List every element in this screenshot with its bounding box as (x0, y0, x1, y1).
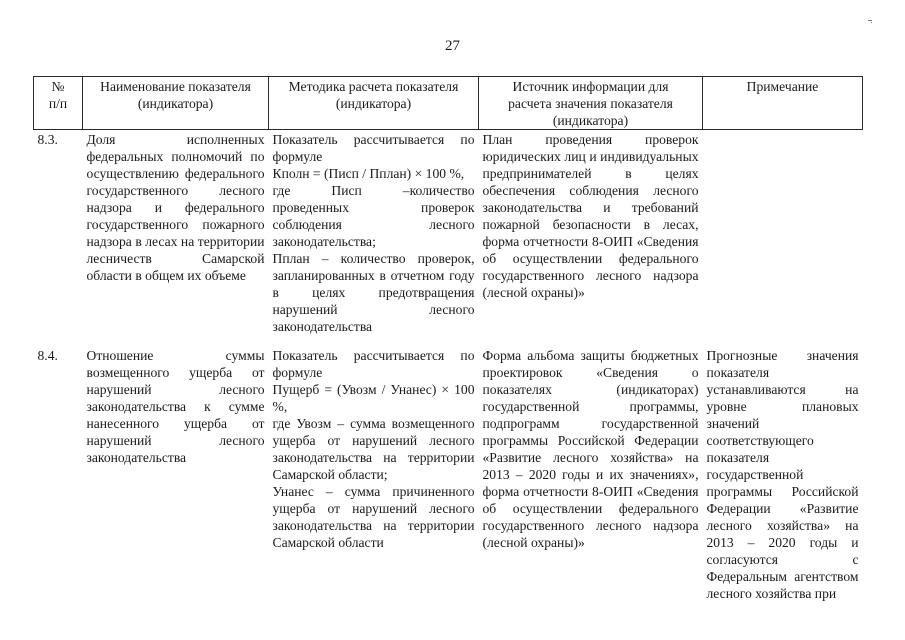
calculation-method (269, 347, 479, 602)
method-intro: Показатель рассчитывается по формуле (272, 348, 475, 380)
indicator-name: Отношение суммы возмещенного ущерба от нарушений лесного законодательства к сумме нанесенного ущерба от нарушений лесного законодательства (86, 348, 265, 465)
header-information-source: Источник информации для расчета значения показателя (индикатора) (479, 77, 703, 130)
header-indicator-name: Наименование показателя (индикатора) (83, 77, 269, 130)
method-intro: Показатель рассчитывается по формуле (272, 132, 475, 164)
table-row (34, 130, 863, 348)
header-note: Примечание (703, 77, 863, 130)
method-definition: где Писп –количество проведенных проверок соблюдения лесного законодательства; (272, 183, 475, 249)
information-source: Форма альбома защиты бюджетных проектировок «Сведения о показателях (индикаторах) государственной программы, подпрограмм государственной программы Российской Федерации «Развитие лесного хозяйства» на 2013 – 2020 годы и их значениях», форма отчетности 8-ОИП «Сведения об осуществлении федерального государственного лесного надзора (лесной охраны)» (482, 348, 699, 550)
page-number: 27 (445, 38, 460, 54)
scan-speck (871, 22, 872, 23)
method-definition: Пплан – количество проверок, запланированных в отчетном году в целях предотвращения нарушений лесного законодательства (272, 251, 475, 334)
indicators-table (33, 76, 863, 602)
calculation-method (269, 130, 479, 348)
method-formula: Кполн = (Писп / Пплан) × 100 %, (272, 166, 465, 181)
method-definition: Унанес – сумма причиненного ущерба от нарушений лесного законодательства на территории Самарской области (272, 484, 475, 550)
row-number: 8.3. (37, 132, 58, 147)
note (703, 130, 863, 348)
note: Прогнозные значения показателя устанавливаются на уровне плановых значений соответствующего показателя государственной программы Российской Федерации «Развитие лесного хозяйства» на 2013 – 2020 годы и согласуются с Федеральным агентством лесного хозяйства при (706, 348, 859, 601)
row-number: 8.4. (37, 348, 58, 363)
header-calculation-method: Методика расчета показателя (индикатора) (269, 77, 479, 130)
method-definition: где Увозм – сумма возмещенного ущерба от нарушений лесного законодательства на территории Самарской области; (272, 416, 475, 482)
information-source: План проведения проверок юридических лиц и индивидуальных предпринимателей в целях обеспечения соблюдения лесного законодательства и требований пожарной безопасности в лесах, форма отчетности 8-ОИП «Сведения об осуществлении федерального государственного лесного надзора (лесной охраны)» (482, 132, 699, 300)
table-header-row (34, 77, 863, 130)
method-formula: Пущерб = (Увозм / Унанес) × 100 %, (272, 382, 475, 414)
indicator-name: Доля исполненных федеральных полномочий по осуществлению федерального государственного лесного надзора и федерального государственного пожарного надзора в лесах на территории лесничеств Самарской области в общем их объеме (86, 132, 265, 283)
scan-speck (868, 20, 872, 21)
header-number: № п/п (34, 77, 83, 130)
table-row (34, 347, 863, 602)
